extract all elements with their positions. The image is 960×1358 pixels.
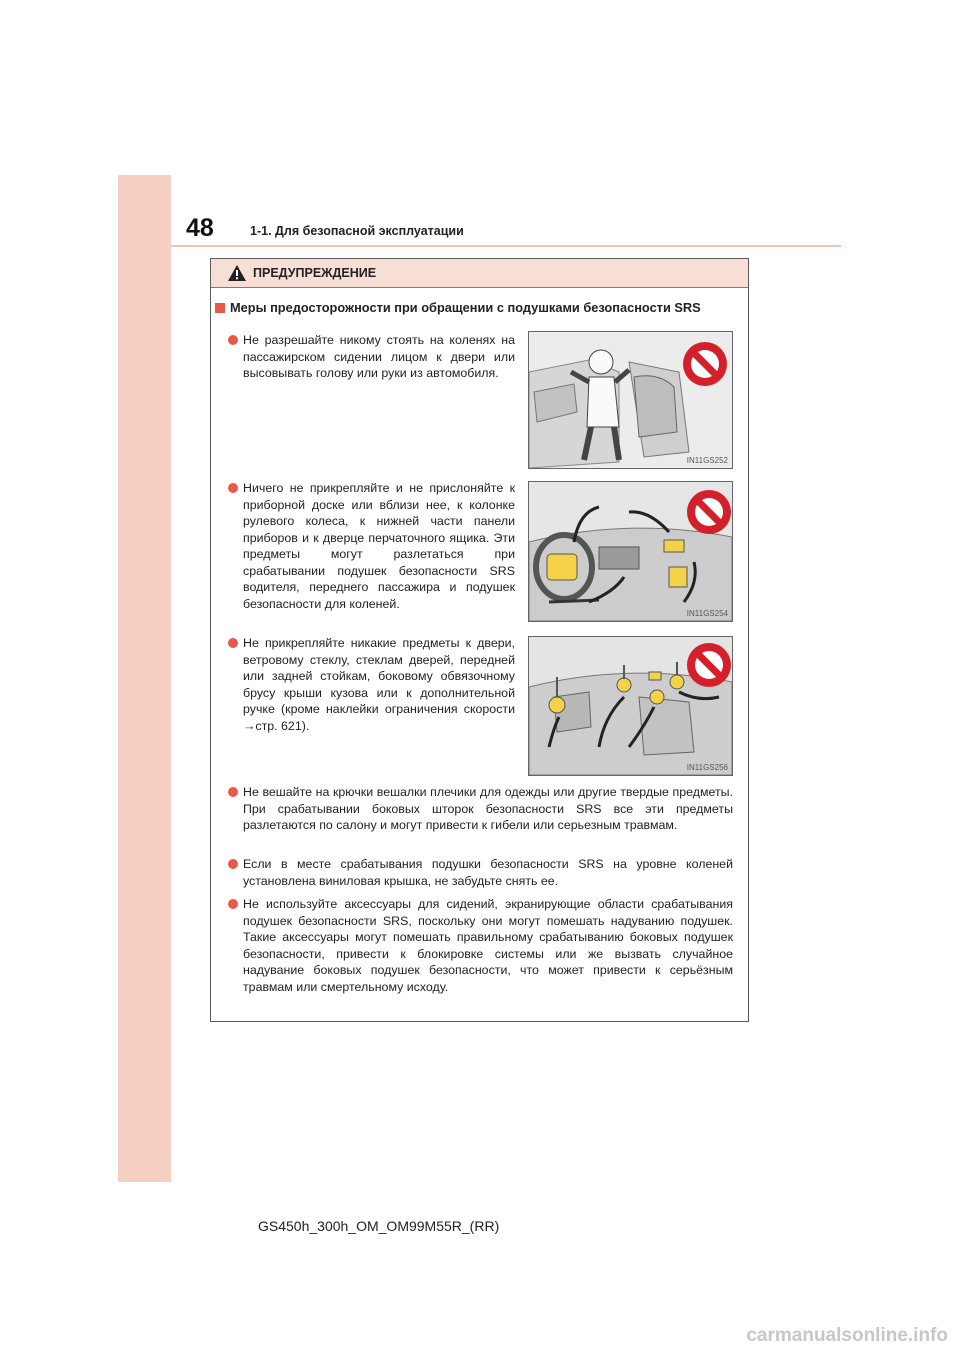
- warning-subtitle: [215, 300, 701, 315]
- bullet-dot-icon: [228, 787, 238, 797]
- dashboard-objects-illustration: [529, 482, 732, 621]
- warning-title: ПРЕДУПРЕЖДЕНИЕ: [253, 266, 377, 280]
- footer-document-code: GS450h_300h_OM_OM99M55R_(RR): [258, 1218, 500, 1234]
- warning-item-3: Не прикрепляйте никакие предметы к двери, ветровому стеклу, стеклам дверей, передней или задней стойкам, боковому обвязочному брусу крыши кузова или к дополнительной ручке (кроме наклейки ограничения скорости →стр. 621).: [243, 635, 515, 734]
- square-bullet-icon: [215, 303, 225, 313]
- bullet-dot-icon: [228, 483, 238, 493]
- side-color-band: [118, 175, 171, 1182]
- bullet-dot-icon: [228, 335, 238, 345]
- section-title: 1-1. Для безопасной эксплуатации: [250, 224, 464, 238]
- page-number: 48: [186, 214, 214, 242]
- warning-box: [210, 258, 749, 1022]
- warning-header: [211, 259, 748, 288]
- warning-item-6: Не используйте аксессуары для сидений, экранирующие области срабатывания подушек безопасности SRS, поскольку они могут помешать надуванию подушек. Такие аксессуары могут помешать правильному срабатыванию боковых подушек безопасности, привести к блокировке системы или же вызвать случайное надувание боковых подушек безопасности, что может привести к серьёзным травмам или смертельному исходу.: [243, 896, 733, 995]
- header-divider: [171, 245, 841, 247]
- figure-cabin-objects: [528, 636, 733, 776]
- warning-item-5: Если в месте срабатывания подушки безопасности SRS на уровне коленей установлена виниловая крышка, не забудьте снять ее.: [243, 856, 733, 889]
- figure-dashboard-objects: [528, 481, 733, 622]
- bullet-dot-icon: [228, 899, 238, 909]
- figure-code: IN11GS256: [686, 763, 728, 772]
- warning-subtitle-text: Меры предосторожности при обращении с подушками безопасности SRS: [230, 300, 701, 315]
- warning-item-4: Не вешайте на крючки вешалки плечики для одежды или другие твердые предметы. При срабатывании боковых шторок безопасности SRS все эти предметы разлетаются по салону и могут привести к гибели или серьезным травмам.: [243, 784, 733, 834]
- warning-item-2: Ничего не прикрепляйте и не прислоняйте к приборной доске или вблизи нее, к колонке рулевого колеса, к нижней части панели приборов и к дверце перчаточного ящика. Эти предметы могут разлетаться при срабатывании подушек безопасности SRS водителя, переднего пассажира и подушек безопасности для коленей.: [243, 480, 515, 612]
- figure-passenger-kneeling: [528, 331, 733, 469]
- warning-triangle-icon: [227, 264, 247, 282]
- watermark: carmanualsonline.info: [746, 1325, 948, 1346]
- bullet-dot-icon: [228, 638, 238, 648]
- figure-code: IN11GS252: [686, 456, 728, 465]
- passenger-kneeling-illustration: [529, 332, 732, 468]
- bullet-dot-icon: [228, 859, 238, 869]
- figure-code: IN11GS254: [686, 609, 728, 618]
- cabin-objects-illustration: [529, 637, 732, 775]
- warning-item-1: Не разрешайте никому стоять на коленях на пассажирском сидении лицом к двери или высовывать голову или руки из автомобиля.: [243, 332, 515, 382]
